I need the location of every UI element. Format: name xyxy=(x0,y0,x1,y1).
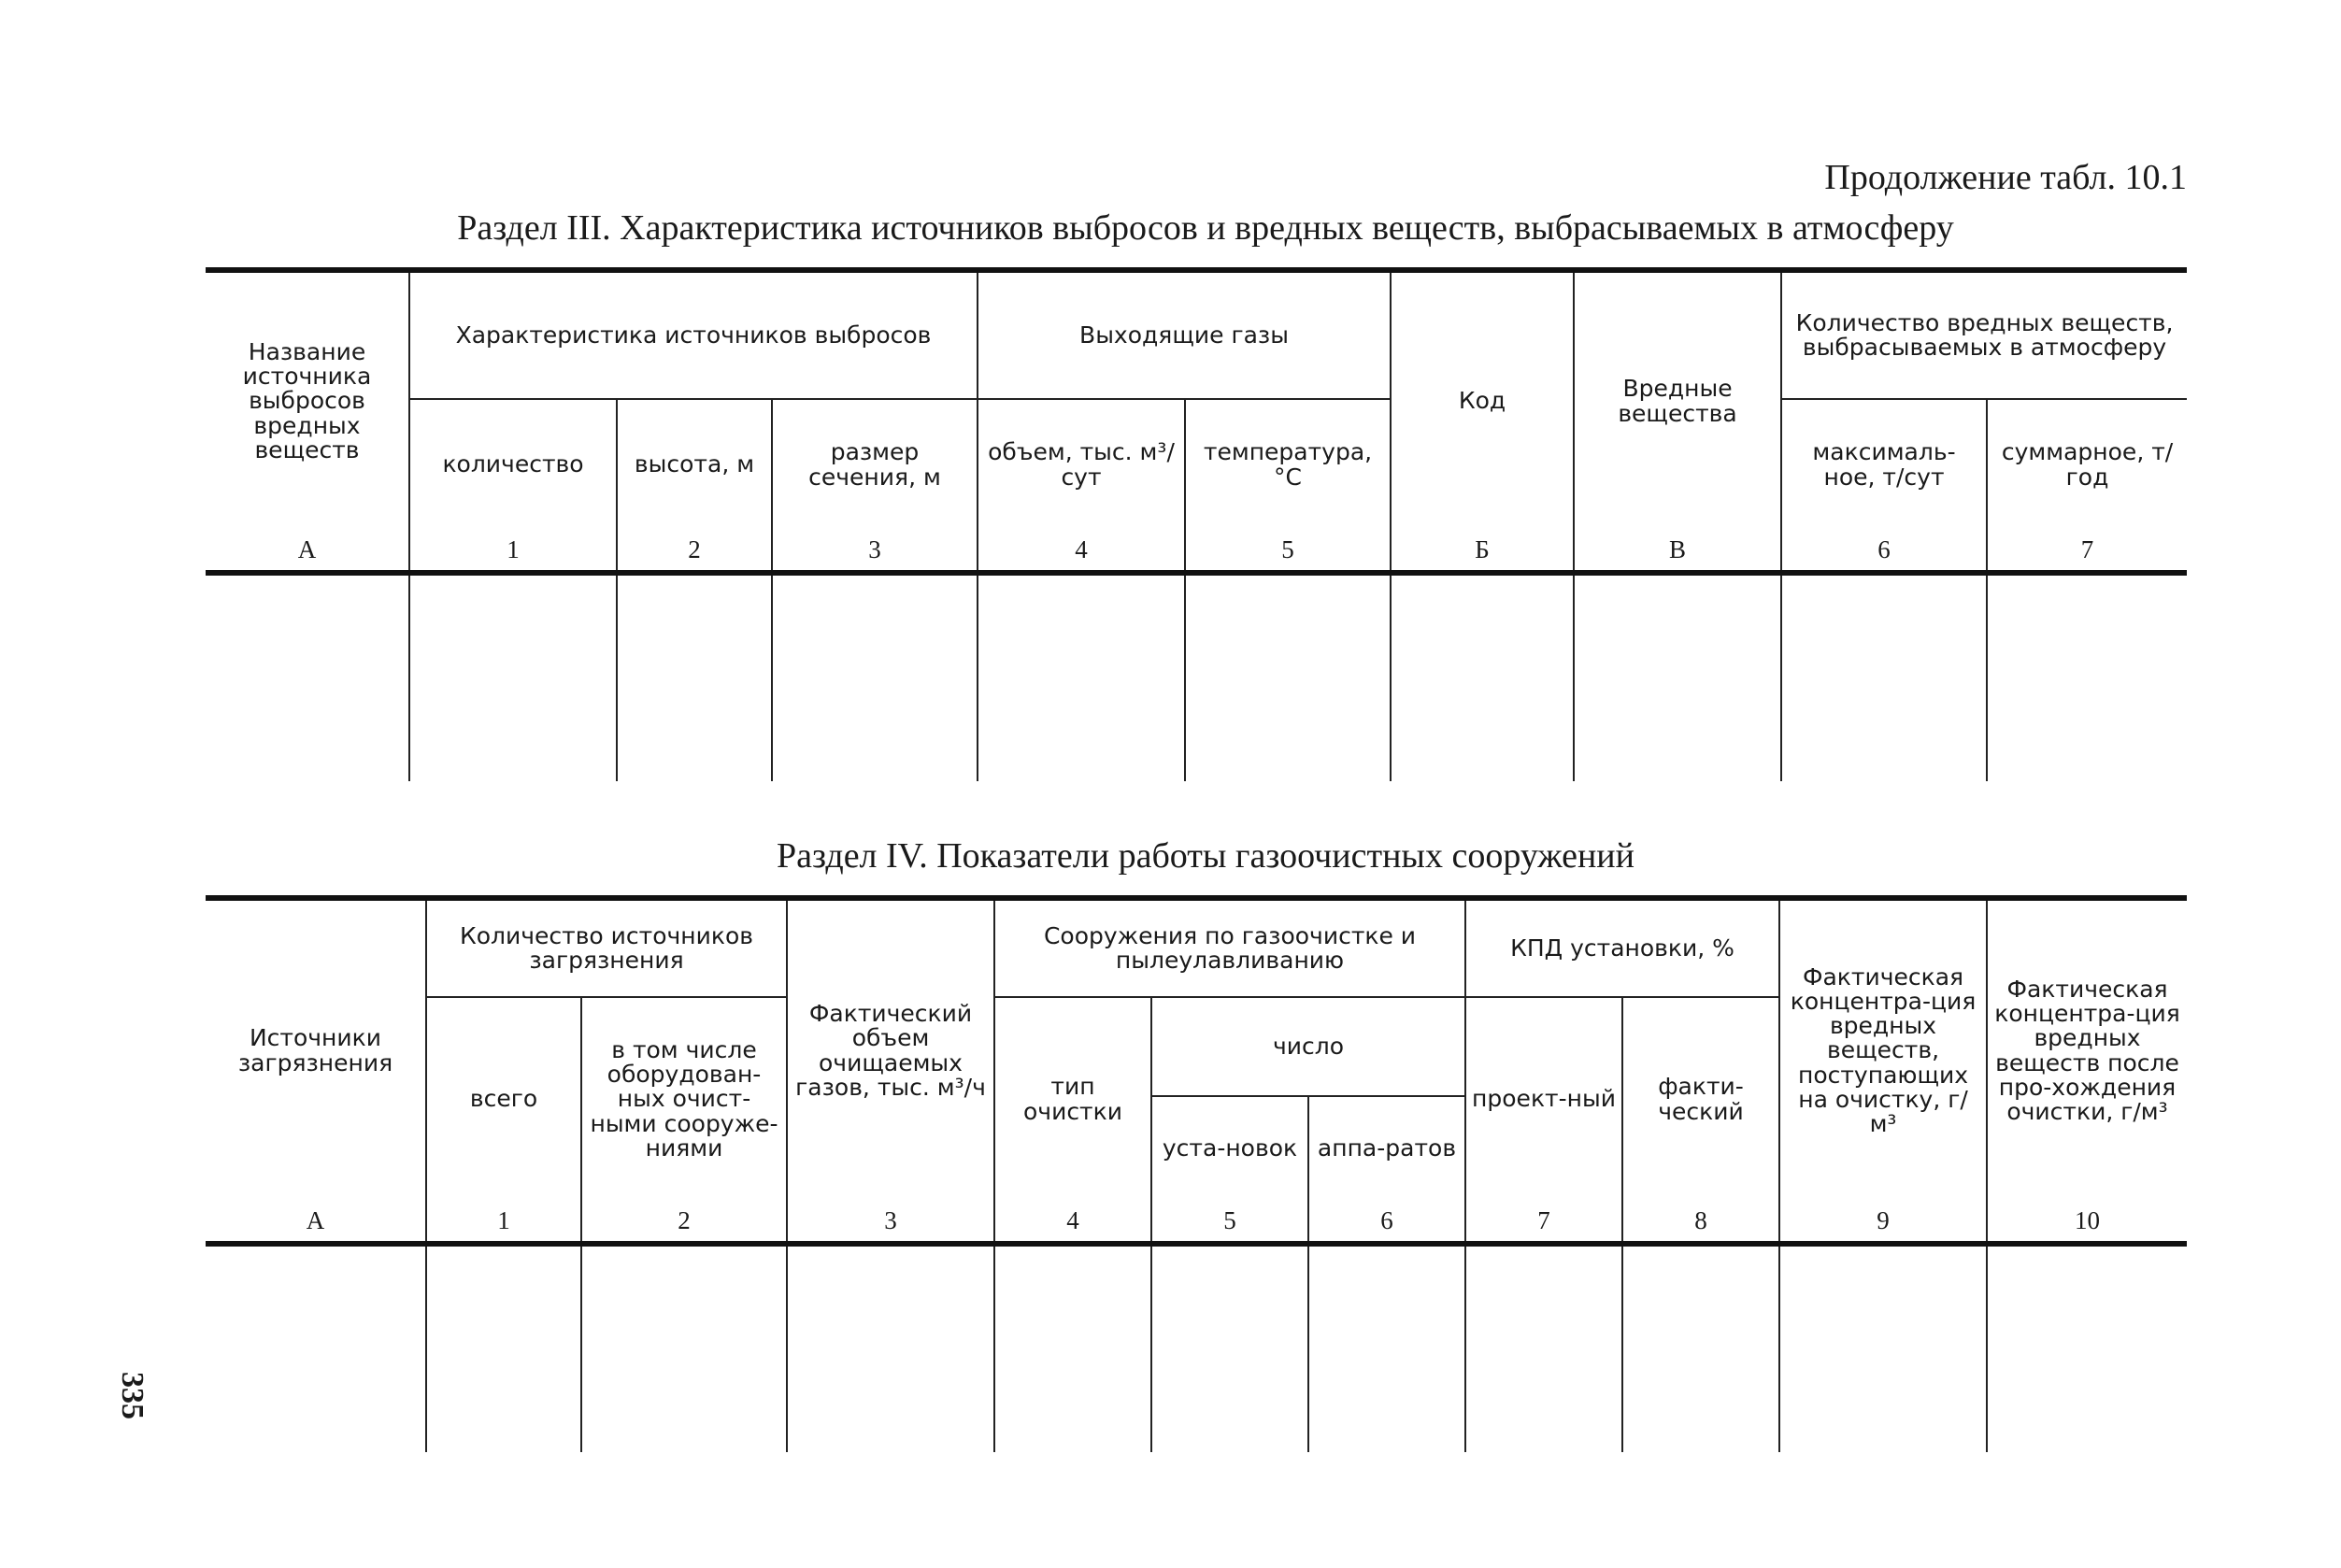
s4-header-volume: Фактический объем очищаемых газов, тыс. м³/ч xyxy=(787,898,994,1201)
s3-index-cell: Б xyxy=(1391,530,1574,573)
s4-index-cell: 10 xyxy=(1987,1201,2187,1244)
s4-blank-cell xyxy=(581,1244,787,1452)
s3-header-amount: Количество вредных веществ, выбрасываемых в атмосферу xyxy=(1781,270,2187,399)
s3-header-max: максималь-ное, т/сут xyxy=(1781,399,1987,530)
s4-index-cell: 8 xyxy=(1622,1201,1779,1244)
s4-blank-cell xyxy=(426,1244,581,1452)
s4-index-cell: 7 xyxy=(1465,1201,1622,1244)
s3-blank-cell xyxy=(1391,573,1574,781)
s4-index-cell: 1 xyxy=(426,1201,581,1244)
s4-index-cell: А xyxy=(206,1201,426,1244)
s4-header-installs: уста-новок xyxy=(1151,1096,1308,1201)
s4-blank-cell xyxy=(1308,1244,1465,1452)
s4-index-cell: 4 xyxy=(994,1201,1151,1244)
s3-blank-cell xyxy=(1574,573,1781,781)
s3-blank-cell xyxy=(206,573,409,781)
s3-index-cell: А xyxy=(206,530,409,573)
s3-header-height: высота, м xyxy=(617,399,772,530)
s3-header-total: суммарное, т/год xyxy=(1987,399,2187,530)
s4-blank-cell xyxy=(1622,1244,1779,1452)
s3-index-cell: В xyxy=(1574,530,1781,573)
s4-header-all: всего xyxy=(426,997,581,1201)
s4-index-cell: 5 xyxy=(1151,1201,1308,1244)
s4-header-devices: аппа-ратов xyxy=(1308,1096,1465,1201)
s4-index-cell: 9 xyxy=(1779,1201,1987,1244)
s3-blank-cell xyxy=(1185,573,1391,781)
s3-header-gases: Выходящие газы xyxy=(978,270,1391,399)
section3-table xyxy=(206,267,2187,781)
s3-index-cell: 4 xyxy=(978,530,1185,573)
s4-blank-cell xyxy=(1987,1244,2187,1452)
s4-blank-cell xyxy=(994,1244,1151,1452)
s3-index-cell: 7 xyxy=(1987,530,2187,573)
s3-index-cell: 6 xyxy=(1781,530,1987,573)
section4-title: Раздел IV. Показатели работы газоочистных сооружений xyxy=(777,836,1634,876)
s4-header-conc-out: Фактическая концентра-ция вредных веществ после про-хождения очистки, г/м³ xyxy=(1987,898,2187,1201)
s4-blank-cell xyxy=(787,1244,994,1452)
s3-blank-cell xyxy=(772,573,978,781)
s4-index-cell: 2 xyxy=(581,1201,787,1244)
s4-header-actual: факти-ческий xyxy=(1622,997,1779,1201)
page-number: 335 xyxy=(115,1372,150,1419)
s4-blank-cell xyxy=(1465,1244,1622,1452)
s3-header-temp: температура, °С xyxy=(1185,399,1391,530)
s3-header-count: количество xyxy=(409,399,617,530)
s3-header-name: Название источника выбросов вредных веществ xyxy=(206,270,409,530)
section4-table xyxy=(206,895,2187,1452)
s4-header-number: число xyxy=(1151,997,1465,1096)
s3-blank-cell xyxy=(617,573,772,781)
s3-header-code: Код xyxy=(1391,270,1574,530)
s3-header-size: размер сечения, м xyxy=(772,399,978,530)
s4-blank-cell xyxy=(1151,1244,1308,1452)
s3-header-volume: объем, тыс. м³/сут xyxy=(978,399,1185,530)
s4-header-equipped: в том числе оборудован-ных очист-ными сооруже-ниями xyxy=(581,997,787,1201)
s3-index-cell: 5 xyxy=(1185,530,1391,573)
s4-header-type: тип очистки xyxy=(994,997,1151,1201)
s3-index-cell: 1 xyxy=(409,530,617,573)
s3-blank-cell xyxy=(1781,573,1987,781)
s4-header-conc-in: Фактическая концентра-ция вредных веществ, поступающих на очистку, г/м³ xyxy=(1779,898,1987,1201)
s4-blank-cell xyxy=(1779,1244,1987,1452)
s4-header-design: проект-ный xyxy=(1465,997,1622,1201)
s4-index-cell: 3 xyxy=(787,1201,994,1244)
continuation-label: Продолжение табл. 10.1 xyxy=(1824,158,2187,197)
s4-header-sources: Источники загрязнения xyxy=(206,898,426,1201)
s3-index-cell: 3 xyxy=(772,530,978,573)
s3-header-sources: Характеристика источников выбросов xyxy=(409,270,978,399)
s3-blank-cell xyxy=(1987,573,2187,781)
s3-index-cell: 2 xyxy=(617,530,772,573)
s4-header-count: Количество источников загрязнения xyxy=(426,898,787,997)
s4-header-kpd: КПД установки, % xyxy=(1465,898,1779,997)
s4-blank-cell xyxy=(206,1244,426,1452)
s4-header-facilities: Сооружения по газоочистке и пылеулавливанию xyxy=(994,898,1465,997)
section3-title: Раздел III. Характеристика источников выбросов и вредных веществ, выбрасываемых в атмосферу xyxy=(457,208,1954,248)
s3-blank-cell xyxy=(409,573,617,781)
s3-header-substances: Вредные вещества xyxy=(1574,270,1781,530)
s4-index-cell: 6 xyxy=(1308,1201,1465,1244)
s3-blank-cell xyxy=(978,573,1185,781)
